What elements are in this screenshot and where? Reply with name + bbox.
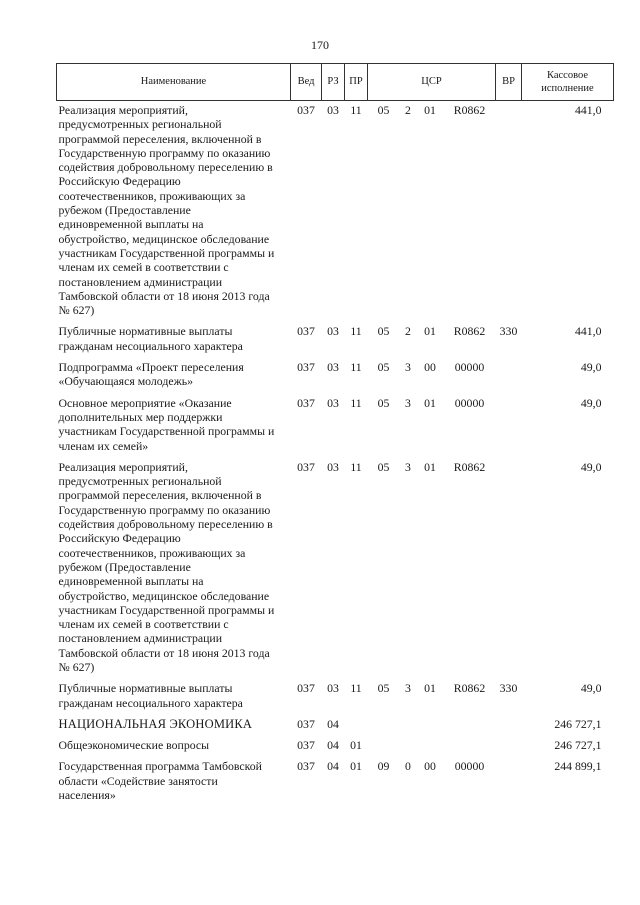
row-csr-program: 05 [377, 360, 390, 375]
row-amount: 441,0 [574, 103, 602, 117]
row-csr-subprogram: 2 [405, 324, 411, 339]
row-rz: 04 [327, 738, 339, 753]
row-rz: 03 [327, 324, 339, 339]
row-pr [345, 715, 368, 736]
row-csr-event [417, 736, 444, 757]
row-csr-direction: 00000 [454, 360, 485, 375]
row-vr [496, 757, 522, 807]
header-name: Наименование [57, 64, 291, 101]
row-vr [496, 101, 522, 323]
row-rz: 03 [327, 360, 339, 375]
table-row [57, 322, 614, 358]
row-vr [496, 458, 522, 679]
row-ved: 037 [297, 360, 315, 375]
row-ved: 037 [297, 716, 315, 731]
header-rz: РЗ [322, 64, 345, 101]
table-row [57, 757, 614, 807]
header-csr: ЦСР [368, 64, 496, 101]
row-csr-subprogram: 3 [405, 681, 411, 696]
row-vr [496, 736, 522, 757]
table-row [57, 458, 614, 679]
row-csr-event: 00 [424, 360, 436, 375]
row-csr-event: 00 [424, 759, 436, 774]
row-csr-event: 01 [424, 681, 436, 696]
row-amount: 246 727,1 [554, 716, 602, 731]
row-csr-event: 01 [424, 103, 436, 117]
row-vr: 330 [499, 681, 518, 696]
row-rz: 03 [327, 395, 339, 410]
row-csr-program: 05 [377, 681, 390, 696]
row-csr-direction [444, 736, 496, 757]
table-row [57, 101, 614, 323]
row-pr: 11 [350, 324, 362, 339]
row-pr: 01 [350, 759, 362, 774]
row-csr-subprogram: 0 [405, 759, 411, 774]
table-row [57, 736, 614, 757]
row-csr-program: 05 [377, 395, 390, 410]
row-csr-subprogram: 2 [405, 103, 411, 117]
row-csr-event: 01 [424, 459, 436, 474]
row-pr: 11 [350, 360, 362, 375]
row-name: Основное мероприятие «Оказание дополнительных мер поддержки участникам Государственной программы и членам их семей» [58, 395, 275, 453]
row-pr: 11 [350, 103, 362, 117]
row-csr-subprogram [400, 736, 417, 757]
row-pr: 11 [350, 459, 362, 474]
row-amount: 441,0 [574, 324, 602, 339]
row-csr-program: 05 [377, 103, 390, 117]
row-csr-direction: R0862 [453, 681, 486, 696]
row-ved: 037 [297, 324, 315, 339]
table-row [57, 358, 614, 394]
header-amount: Кассовое исполнение [522, 64, 614, 101]
table-row [57, 679, 614, 715]
row-csr-subprogram: 3 [405, 360, 411, 375]
row-name: Реализация мероприятий, предусмотренных региональной программой переселения, включенной в Государственную программу по оказанию содействия добровольному переселению в Российскую Федерацию соотечественников, проживающих за рубежом (Предоставление единовременной выплаты на обустройство, медицинское обследование участникам Государственной программы и членам их семей в соответствии с постановлением администрации Тамбовской области от 18 июня 2013 года № 627) [58, 459, 275, 674]
row-amount: 244 899,1 [554, 759, 602, 774]
row-ved: 037 [297, 395, 315, 410]
row-ved: 037 [297, 459, 315, 474]
row-amount: 49,0 [580, 681, 602, 696]
row-name: Государственная программа Тамбовской области «Содействие занятости населения» [58, 759, 262, 803]
row-amount: 49,0 [580, 459, 602, 474]
row-vr: 330 [499, 324, 518, 339]
row-csr-event: 01 [424, 395, 436, 410]
row-csr-direction: R0862 [453, 103, 486, 117]
row-csr-direction: R0862 [453, 324, 486, 339]
row-csr-program [368, 736, 400, 757]
row-csr-direction [444, 715, 496, 736]
row-csr-event [417, 715, 444, 736]
row-rz: 03 [327, 681, 339, 696]
budget-table [56, 63, 614, 807]
row-rz: 04 [327, 759, 339, 774]
row-name: Подпрограмма «Проект переселения «Обучающаяся молодежь» [58, 360, 244, 389]
row-vr [496, 358, 522, 394]
row-ved: 037 [297, 738, 315, 753]
row-vr [496, 715, 522, 736]
row-name: Публичные нормативные выплаты гражданам несоциального характера [58, 681, 243, 710]
row-csr-direction: 00000 [454, 759, 485, 774]
row-csr-subprogram: 3 [405, 395, 411, 410]
page-number: 170 [311, 38, 329, 52]
table-row [57, 715, 614, 736]
row-csr-program: 09 [377, 759, 390, 774]
row-csr-event: 01 [424, 324, 436, 339]
row-pr: 01 [350, 738, 362, 753]
row-amount: 246 727,1 [554, 738, 602, 753]
row-ved: 037 [297, 681, 315, 696]
row-pr: 11 [350, 395, 362, 410]
row-rz: 03 [327, 459, 339, 474]
table-header-row [57, 64, 614, 101]
row-csr-subprogram: 3 [405, 459, 411, 474]
row-csr-direction: 00000 [454, 395, 485, 410]
row-name: НАЦИОНАЛЬНАЯ ЭКОНОМИКА [58, 716, 253, 731]
row-name: Публичные нормативные выплаты гражданам несоциального характера [58, 324, 243, 353]
header-vr: ВР [496, 64, 522, 101]
header-pr: ПР [345, 64, 368, 101]
row-amount: 49,0 [580, 395, 602, 410]
row-csr-program [368, 715, 400, 736]
header-ved: Вед [291, 64, 322, 101]
row-amount: 49,0 [580, 360, 602, 375]
row-vr [496, 394, 522, 458]
row-csr-direction: R0862 [453, 459, 486, 474]
row-name: Реализация мероприятий, предусмотренных региональной программой переселения, включенной в Государственную программу по оказанию содействия добровольному переселению в Российскую Федерацию соотечественников, проживающих за рубежом (Предоставление единовременной выплаты на обустройство, медицинское обследование участникам Государственной программы и членам их семей в соответствии с постановлением администрации Тамбовской области от 18 июня 2013 года № 627) [58, 103, 275, 318]
row-rz: 04 [327, 716, 339, 731]
row-ved: 037 [297, 759, 315, 774]
table-row [57, 394, 614, 458]
row-ved: 037 [297, 103, 315, 117]
row-rz: 03 [327, 103, 339, 117]
row-csr-program: 05 [377, 459, 390, 474]
row-name: Общеэкономические вопросы [58, 738, 210, 753]
row-csr-subprogram [400, 715, 417, 736]
row-pr: 11 [350, 681, 362, 696]
row-csr-program: 05 [377, 324, 390, 339]
